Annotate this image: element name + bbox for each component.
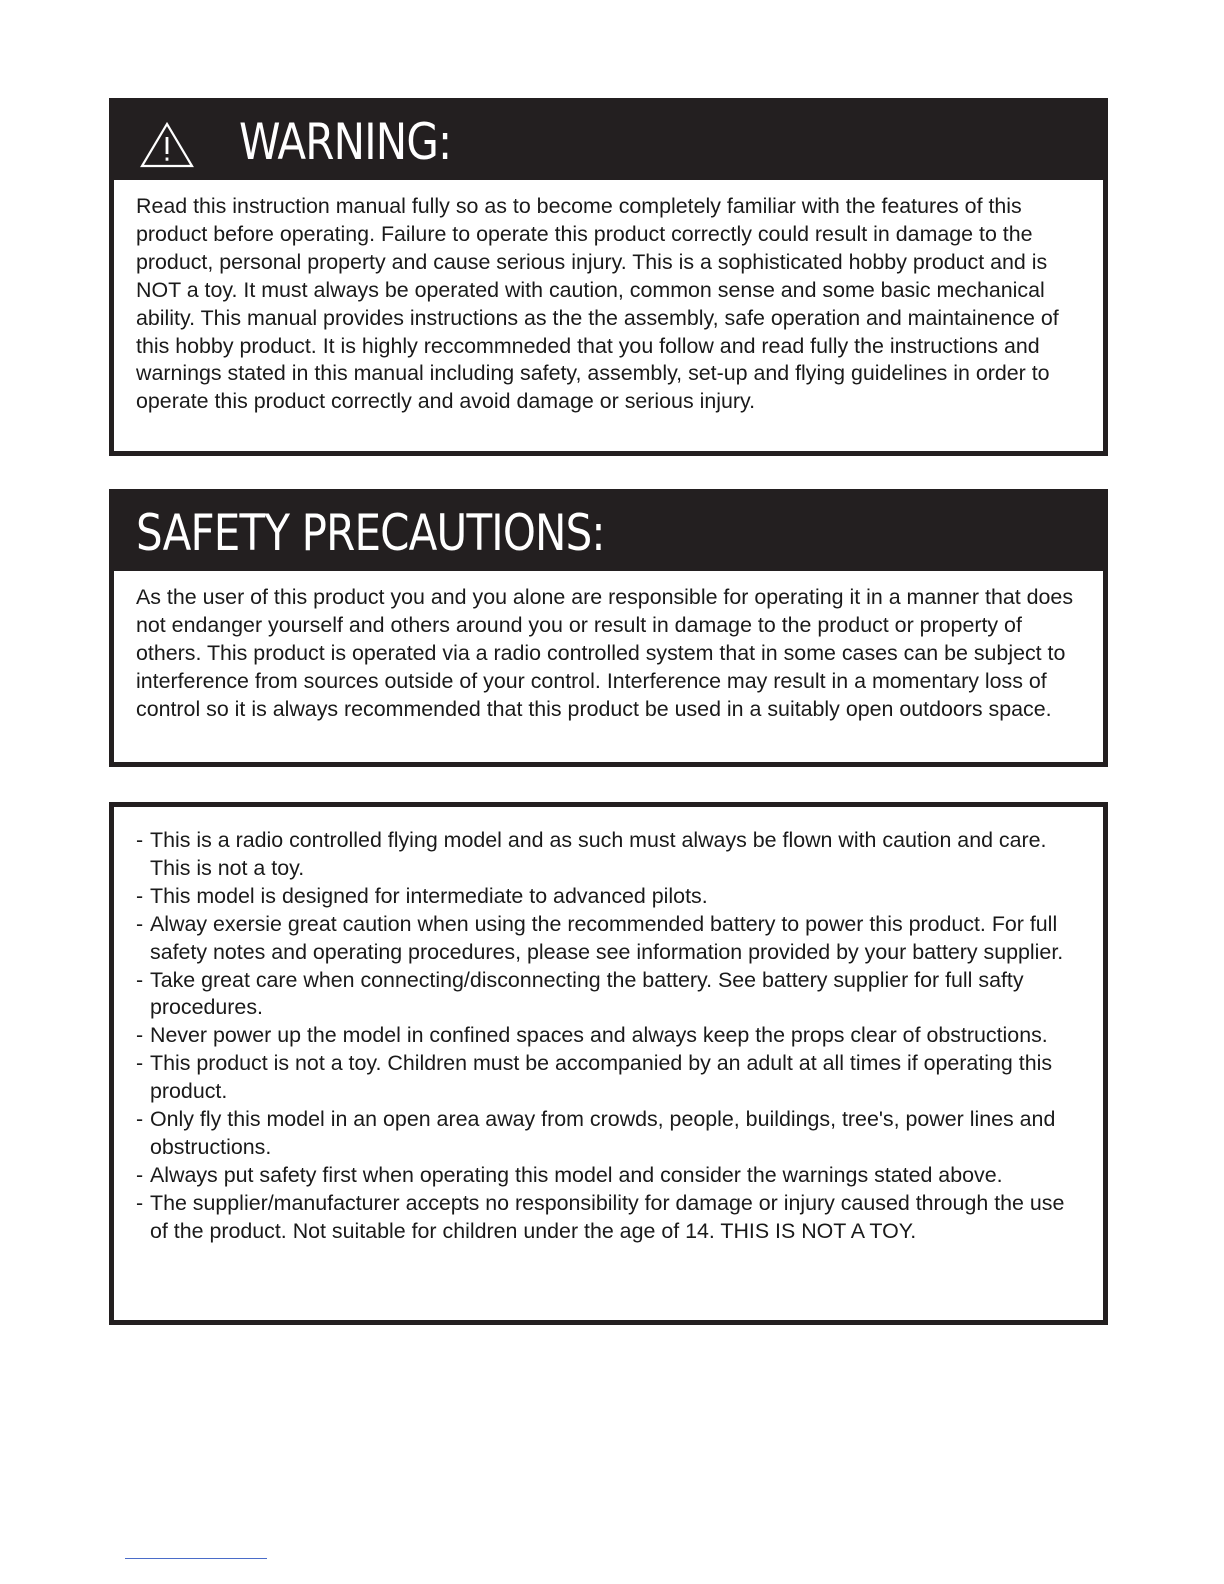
warning-triangle-icon xyxy=(139,121,195,169)
rule-item: - This is a radio controlled flying model and as such must always be flown with caution and care. This is not a toy. xyxy=(136,827,1083,883)
warning-text: Read this instruction manual fully so as to become completely familiar with the features of this product before operating. Failure to operate this product correctly could result in damage to the product, personal property and cause serious injury. This is a sophisticated hobby product and is NOT a toy. It must always be operated with caution, common sense and some basic mechanical ability. This manual provides instructions as the the assembly, safe operation and maintainence of this hobby product. It is highly reccommneded that you follow and read fully the instructions and warnings stated in this manual including safety, assembly, set-up and flying guidelines in order to operate this product correctly and avoid damage or serious injury. xyxy=(136,194,1059,414)
safety-title: SAFETY PRECAUTIONS: xyxy=(136,503,605,562)
warning-panel xyxy=(109,98,1108,456)
warning-title: WARNING: xyxy=(239,112,452,171)
rule-item: - The supplier/manufacturer accepts no responsibility for damage or injury caused through the use of the product. Not suitable for children under the age of 14. THIS IS NOT A TOY. xyxy=(136,1190,1083,1246)
rules-list xyxy=(136,827,1083,1246)
rule-item: - Take great care when connecting/disconnecting the battery. See battery supplier for full safty procedures. xyxy=(136,967,1083,1023)
rule-item: - This product is not a toy. Children must be accompanied by an adult at all times if operating this product. xyxy=(136,1050,1083,1106)
rule-item: - Alway exersie great caution when using the recommended battery to power this product. For full safety notes and operating procedures, please see information provided by your battery supplier. xyxy=(136,911,1083,967)
safety-rules-panel xyxy=(109,802,1108,1325)
safety-header xyxy=(114,494,1103,571)
rules-body xyxy=(114,807,1103,1260)
rule-item: - Never power up the model in confined spaces and always keep the props clear of obstructions. xyxy=(136,1022,1083,1050)
safety-body xyxy=(114,571,1103,738)
rule-item: - Only fly this model in an open area away from crowds, people, buildings, tree's, power lines and obstructions. xyxy=(136,1106,1083,1162)
warning-header xyxy=(114,103,1103,180)
safety-text: As the user of this product you and you alone are responsible for operating it in a manner that does not endanger yourself and others around you or result in damage to the product or property of others. This product is operated via a radio controlled system that in some cases can be subject to interference from sources outside of your control. Interference may result in a momentary loss of control so it is always recommended that this product be used in a suitably open outdoors space. xyxy=(136,585,1074,721)
rule-item: - Always put safety first when operating this model and consider the warnings stated above. xyxy=(136,1162,1083,1190)
rule-item: - This model is designed for intermediate to advanced pilots. xyxy=(136,883,1083,911)
footer-link-underline xyxy=(125,1558,267,1559)
safety-precautions-panel xyxy=(109,489,1108,767)
warning-body xyxy=(114,180,1103,430)
